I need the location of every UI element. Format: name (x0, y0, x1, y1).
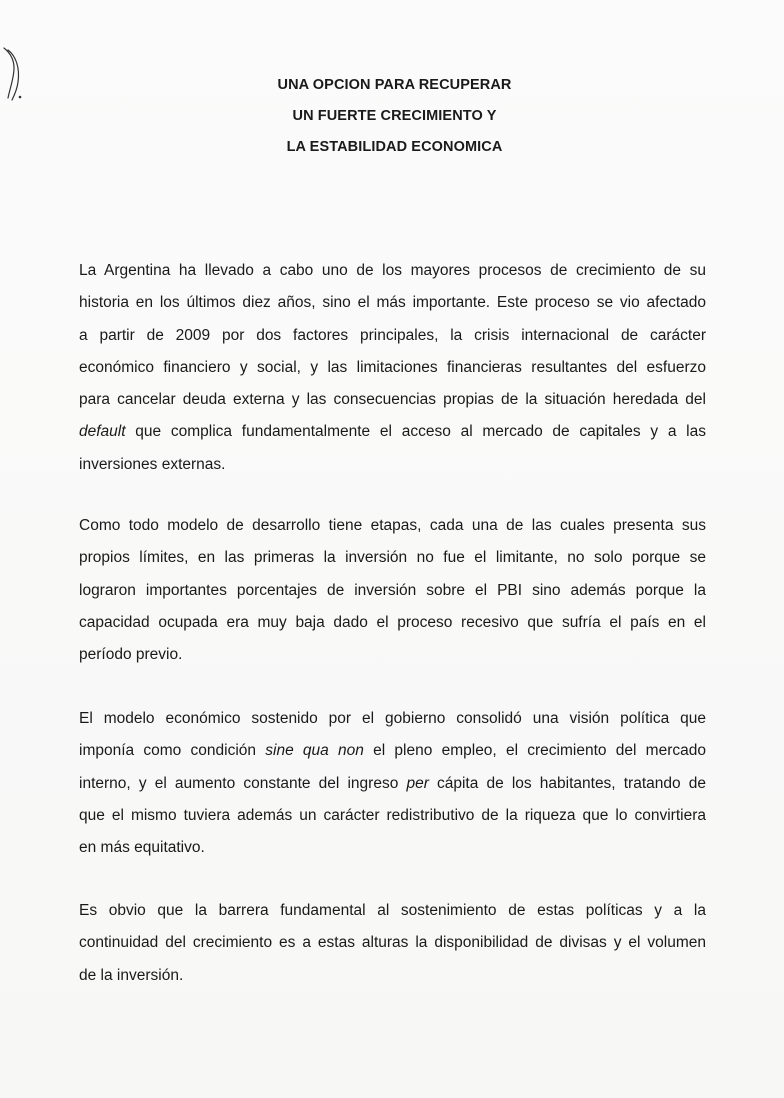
paragraph-line: para cancelar deuda externa y las consecuencias propias de la situación heredada del (79, 391, 706, 409)
paragraph-line: imponía como condición sine qua non el pleno empleo, el crecimiento del mercado (79, 742, 706, 760)
title-line-1: UNA OPCION PARA RECUPERAR (277, 77, 512, 93)
italic-term: sine qua non (265, 742, 364, 760)
paragraph-1 (79, 255, 706, 481)
paragraph-line: historia en los últimos diez años, sino el más importante. Este proceso se vio afectado (79, 294, 706, 312)
paragraph-4 (79, 895, 706, 992)
paragraph-line: El modelo económico sostenido por el gobierno consolidó una visión política que (79, 710, 706, 727)
title-line-3: LA ESTABILIDAD ECONOMICA (286, 139, 503, 155)
paragraph-line: Es obvio que la barrera fundamental al sostenimiento de estas políticas y a la (79, 902, 706, 919)
title-line-2: UN FUERTE CRECIMIENTO Y (292, 108, 497, 124)
paragraph-line: default que complica fundamentalmente el acceso al mercado de capitales y a las (79, 423, 706, 441)
paragraph-line: que el mismo tuviera además un carácter redistributivo de la riqueza que lo convirtiera (79, 806, 706, 824)
paragraph-3 (79, 703, 706, 864)
paragraph-line: a partir de 2009 por dos factores principales, la crisis internacional de carácter (79, 326, 706, 344)
paragraph-line: La Argentina ha llevado a cabo uno de los mayores procesos de crecimiento de su (79, 262, 706, 279)
document-title (0, 70, 784, 163)
italic-term: default (79, 423, 126, 441)
paragraph-line: inversiones externas. (79, 455, 226, 473)
paragraph-line: de la inversión. (79, 966, 184, 984)
paragraph-line: en más equitativo. (79, 839, 205, 857)
paragraph-line: capacidad ocupada era muy baja dado el proceso recesivo que sufría el país en el (79, 613, 706, 631)
paragraph-line: lograron importantes porcentajes de inversión sobre el PBI sino además porque la (79, 581, 706, 599)
paragraph-line: período previo. (79, 646, 183, 664)
paragraph-line: Como todo modelo de desarrollo tiene etapas, cada una de las cuales presenta sus (79, 517, 706, 534)
paragraph-line: interno, y el aumento constante del ingreso per cápita de los habitantes, tratando de (79, 774, 706, 792)
paragraph-line: propios límites, en las primeras la inversión no fue el limitante, no solo porque se (79, 549, 706, 567)
paragraph-line: continuidad del crecimiento es a estas alturas la disponibilidad de divisas y el volumen (79, 934, 706, 952)
italic-term: per (406, 774, 429, 792)
paragraph-2 (79, 510, 706, 671)
paragraph-line: económico financiero y social, y las limitaciones financieras resultantes del esfuerzo (79, 358, 706, 376)
